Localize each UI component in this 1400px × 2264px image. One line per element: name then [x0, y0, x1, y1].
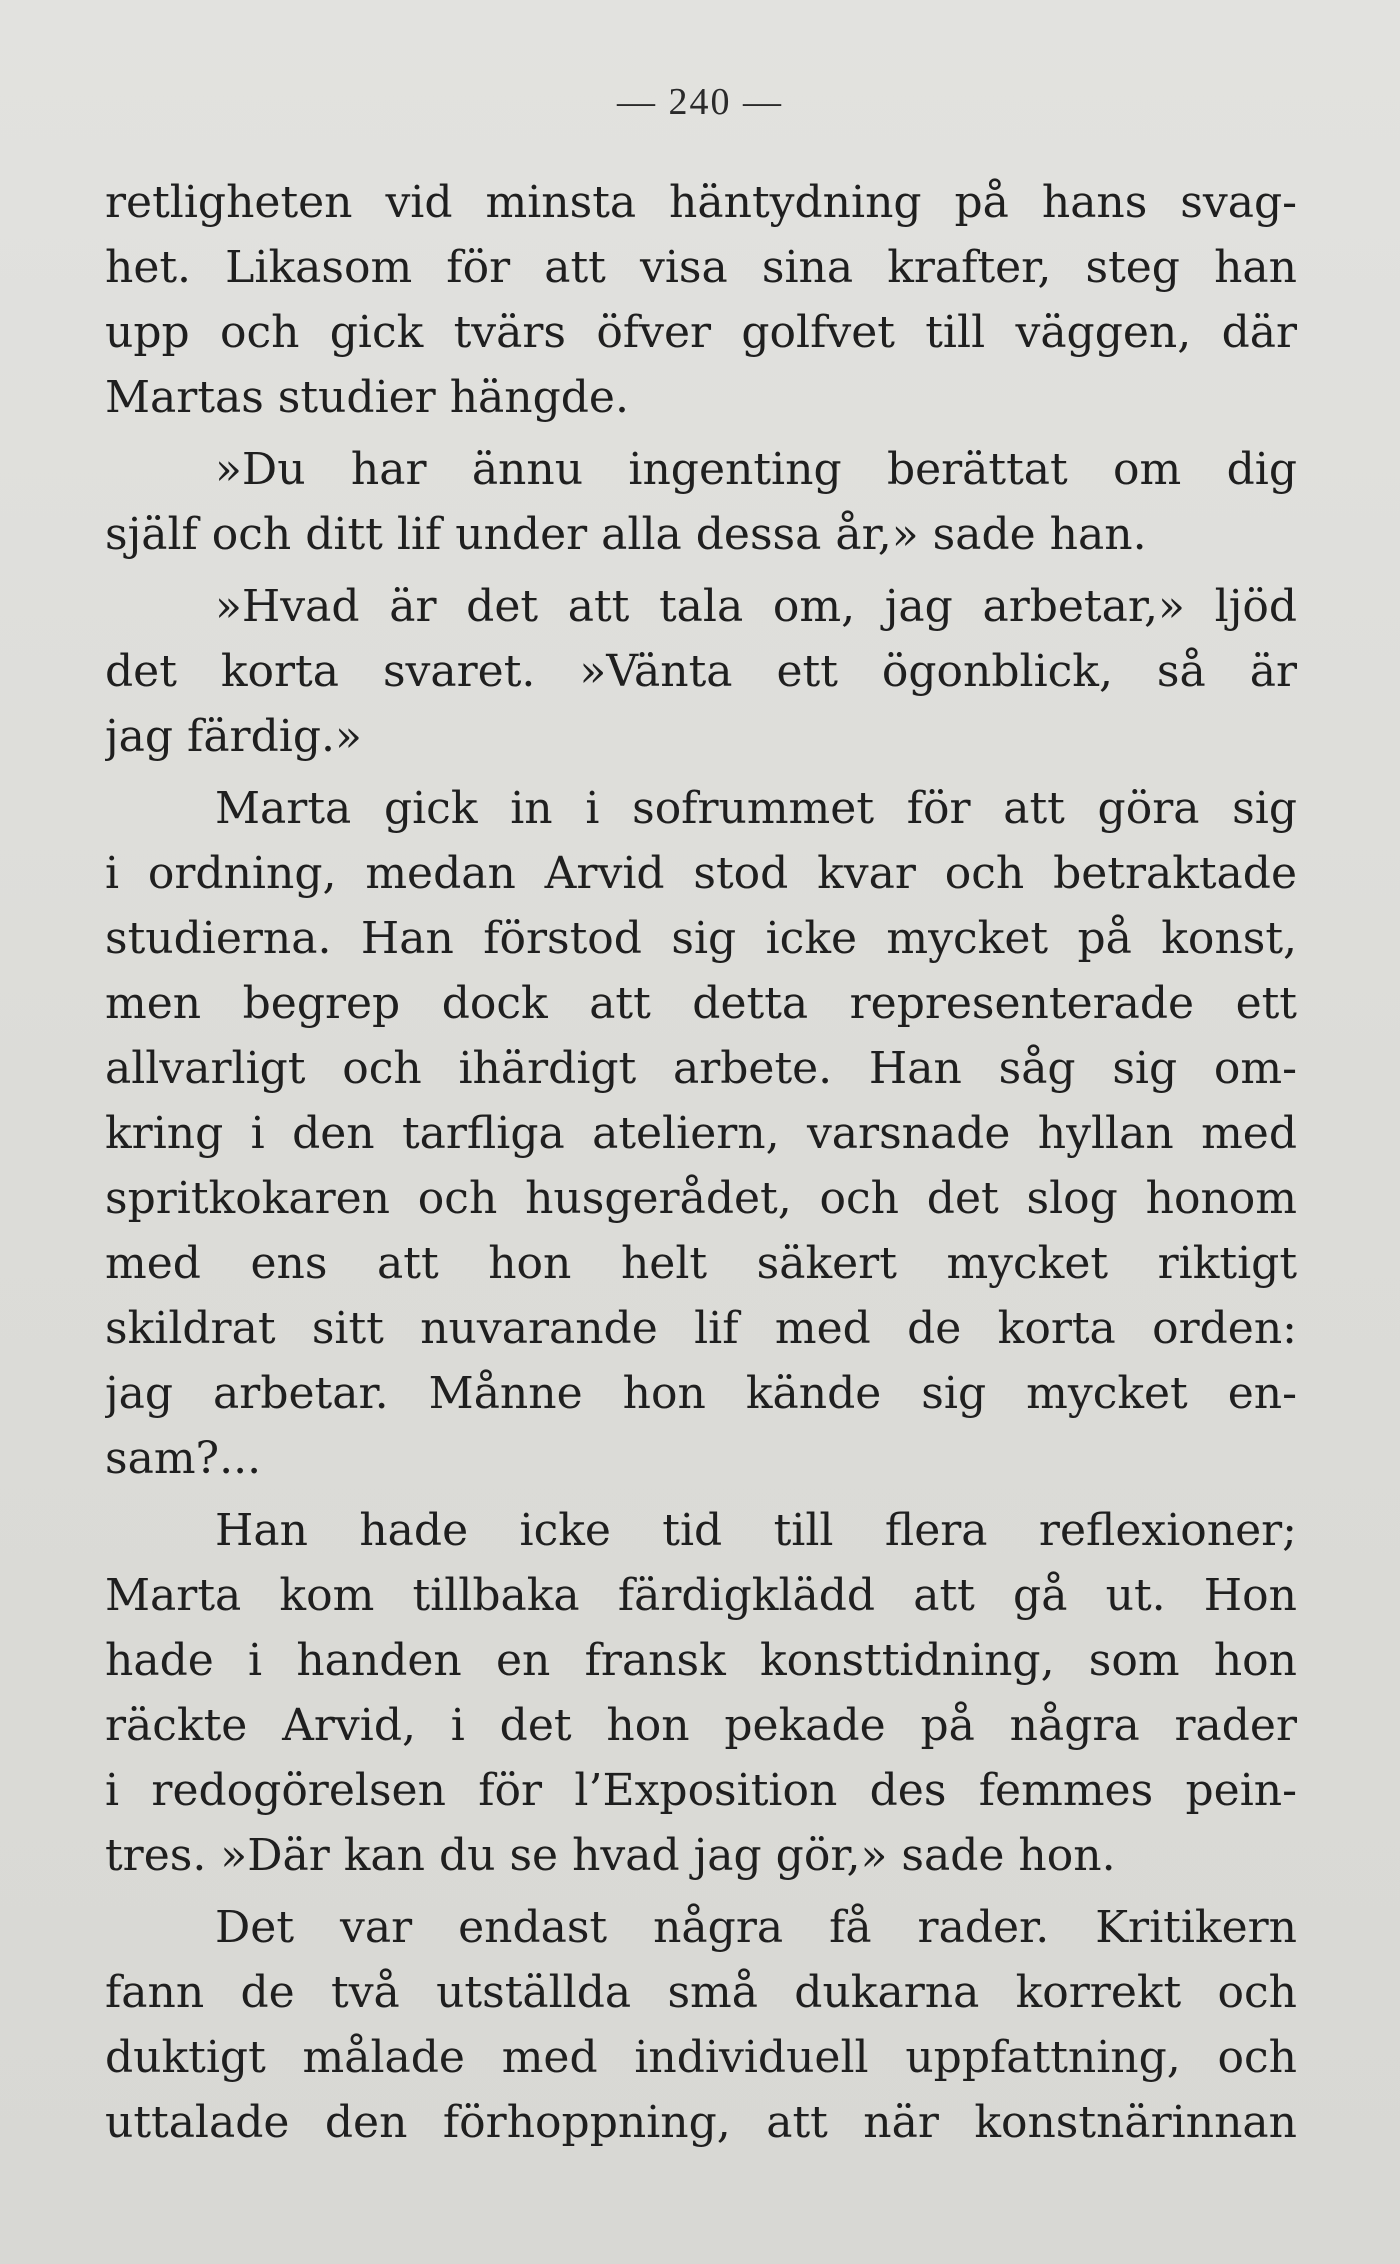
- text-line: allvarligt och ihärdigt arbete. Han såg sig om-: [105, 1043, 1297, 1094]
- text-line: själf och ditt lif under alla dessa år,» sade han.: [105, 509, 1147, 560]
- text-line: »Hvad är det att tala om, jag arbetar,» ljöd: [215, 581, 1297, 632]
- text-line: i ordning, medan Arvid stod kvar och betraktade: [105, 848, 1297, 899]
- text-line: sam?...: [105, 1433, 262, 1484]
- text-line: duktigt målade med individuell uppfattning, och: [105, 2032, 1297, 2083]
- text-line: kring i den tarfliga ateliern, varsnade hyllan med: [105, 1108, 1297, 1159]
- text-line: Han hade icke tid till flera reflexioner;: [215, 1505, 1297, 1556]
- text-line: Det var endast några få rader. Kritikern: [215, 1902, 1297, 1953]
- text-line: Marta gick in i sofrummet för att göra sig: [215, 783, 1297, 834]
- text-line: men begrep dock att detta representerade ett: [105, 978, 1297, 1029]
- paragraph: [105, 1498, 1297, 1888]
- paragraph: [105, 170, 1297, 430]
- text-line: det korta svaret. »Vänta ett ögonblick, så är: [105, 646, 1297, 697]
- text-line: fann de två utställda små dukarna korrekt och: [105, 1967, 1297, 2018]
- paragraph: [105, 1895, 1297, 2155]
- text-line: Martas studier hängde.: [105, 372, 629, 423]
- text-line: jag färdig.»: [105, 711, 362, 762]
- text-line: studierna. Han förstod sig icke mycket på konst,: [105, 913, 1297, 964]
- text-line: spritkokaren och husgerådet, och det slog honom: [105, 1173, 1297, 1224]
- text-line: skildrat sitt nuvarande lif med de korta orden:: [105, 1303, 1297, 1354]
- text-line: hade i handen en fransk konsttidning, som hon: [105, 1635, 1297, 1686]
- text-line: Marta kom tillbaka färdigklädd att gå ut. Hon: [105, 1570, 1297, 1621]
- text-line: upp och gick tvärs öfver golfvet till väggen, där: [105, 307, 1297, 358]
- text-line: retligheten vid minsta häntydning på hans svag-: [105, 177, 1297, 228]
- text-line: tres. »Där kan du se hvad jag gör,» sade hon.: [105, 1830, 1116, 1881]
- text-line: jag arbetar. Månne hon kände sig mycket en-: [105, 1368, 1297, 1419]
- text-line: i redogörelsen för l’Exposition des femmes pein-: [105, 1765, 1297, 1816]
- text-line: het. Likasom för att visa sina krafter, steg han: [105, 242, 1297, 293]
- text-line: uttalade den förhoppning, att när konstnärinnan: [105, 2097, 1297, 2148]
- paragraph: [105, 437, 1297, 567]
- paragraph: [105, 574, 1297, 769]
- paragraph: [105, 776, 1297, 1491]
- text-line: med ens att hon helt säkert mycket riktigt: [105, 1238, 1297, 1289]
- body-text: [105, 170, 1297, 2155]
- text-line: räckte Arvid, i det hon pekade på några rader: [105, 1700, 1297, 1751]
- text-line: »Du har ännu ingenting berättat om dig: [215, 444, 1297, 495]
- page-number: — 240 —: [617, 81, 783, 123]
